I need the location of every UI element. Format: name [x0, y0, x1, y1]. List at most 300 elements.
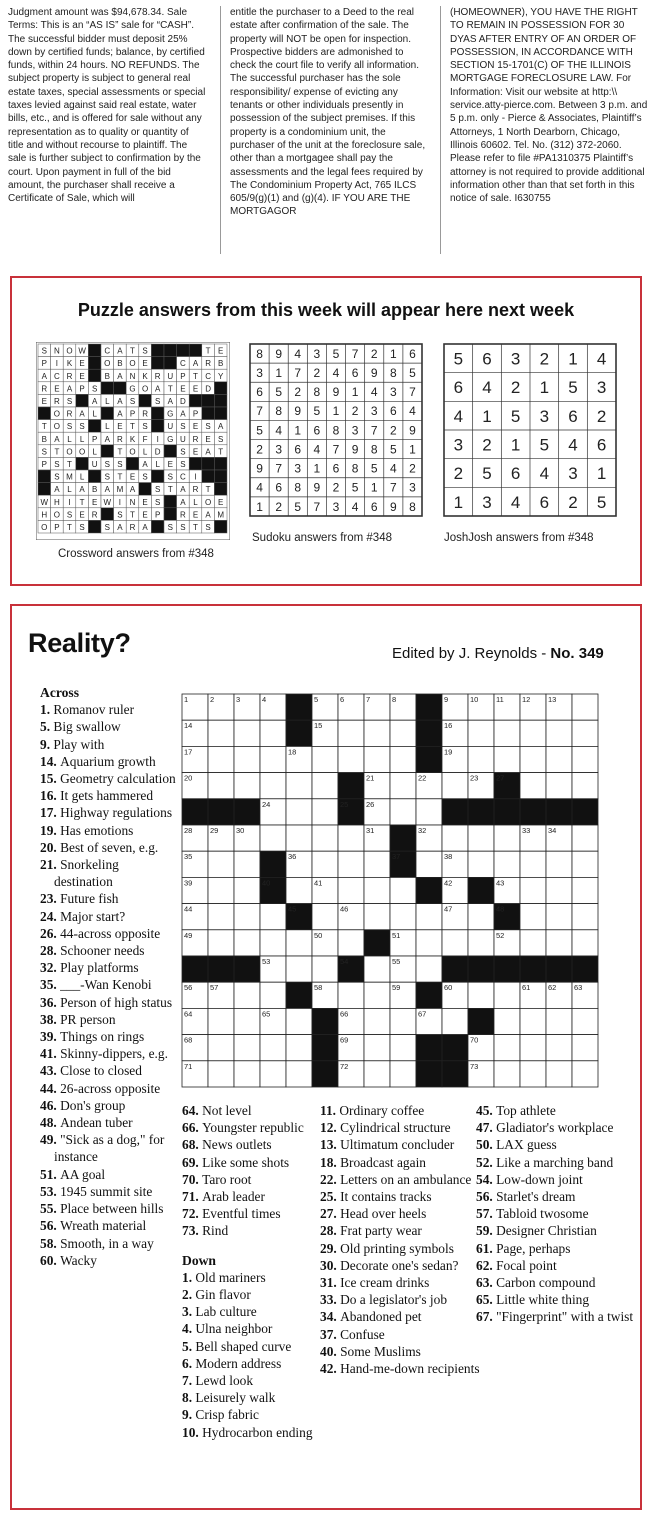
clue-number: 69 — [340, 1035, 349, 1045]
grid-cell[interactable] — [364, 746, 390, 772]
grid-digit: 8 — [332, 423, 340, 438]
grid-digit: 4 — [351, 499, 359, 514]
clue-text: Old mariners — [195, 1269, 266, 1285]
grid-digit: 9 — [275, 346, 283, 361]
answer-letter: A — [117, 371, 123, 381]
grid-cell[interactable] — [468, 720, 494, 746]
grid-cell[interactable] — [390, 1008, 416, 1034]
answer-cell — [126, 457, 139, 470]
grid-cell[interactable] — [572, 720, 598, 746]
grid-cell[interactable] — [494, 1035, 520, 1061]
answer-cell — [101, 382, 114, 395]
grid-digit: 3 — [568, 464, 578, 484]
answer-cell — [164, 445, 177, 458]
grid-cell[interactable] — [234, 1035, 260, 1061]
clue-text: Play platforms — [60, 960, 139, 976]
grid-cell[interactable] — [572, 773, 598, 799]
grid-digit: 6 — [313, 423, 321, 438]
answer-letter: R — [154, 371, 161, 381]
grid-cell[interactable] — [572, 877, 598, 903]
answer-letter: E — [192, 510, 199, 520]
grid-digit: 3 — [510, 349, 521, 369]
clue-text: Major start? — [60, 908, 126, 924]
black-square — [182, 799, 208, 825]
answer-cell — [214, 407, 227, 420]
grid-cell[interactable] — [234, 1008, 260, 1034]
grid-cell[interactable] — [572, 694, 598, 720]
grid-cell[interactable] — [260, 930, 286, 956]
puzzle-editor — [392, 645, 604, 662]
grid-digit: 5 — [568, 378, 578, 398]
grid-cell[interactable] — [494, 982, 520, 1008]
grid-cell[interactable] — [260, 746, 286, 772]
grid-cell[interactable] — [338, 851, 364, 877]
across-clues — [40, 684, 176, 1269]
answer-letter: O — [53, 510, 61, 520]
clue — [40, 1080, 176, 1097]
answer-letter: S — [117, 510, 123, 520]
grid-cell[interactable] — [208, 746, 234, 772]
clue-text: Highway regulations — [60, 805, 173, 821]
grid-cell[interactable] — [468, 982, 494, 1008]
grid-cell[interactable] — [572, 1061, 598, 1087]
answer-letter: T — [130, 346, 135, 356]
grid-cell[interactable] — [416, 851, 442, 877]
grid-cell[interactable] — [390, 799, 416, 825]
clue-number: 13 — [548, 695, 557, 704]
clue — [182, 1136, 322, 1153]
black-square — [442, 1035, 468, 1061]
answer-letter: T — [117, 472, 123, 482]
grid-cell[interactable] — [520, 720, 546, 746]
grid-cell[interactable] — [364, 956, 390, 982]
grid-cell[interactable] — [494, 746, 520, 772]
grid-cell[interactable] — [494, 825, 520, 851]
grid-cell[interactable] — [468, 746, 494, 772]
grid-cell[interactable] — [286, 877, 312, 903]
black-square — [572, 956, 598, 982]
grid-cell[interactable] — [312, 956, 338, 982]
clue-number: 22 — [418, 773, 427, 783]
grid-cell[interactable] — [494, 1008, 520, 1034]
grid-cell[interactable] — [442, 773, 468, 799]
clue-text: Big swallow — [53, 719, 121, 735]
grid-cell[interactable] — [260, 1035, 286, 1061]
grid-cell[interactable] — [286, 1008, 312, 1034]
grid-digit: 1 — [351, 385, 359, 400]
grid-cell[interactable] — [468, 851, 494, 877]
answer-cell — [164, 508, 177, 521]
clue-text: Andean tuber — [60, 1115, 133, 1131]
grid-cell[interactable] — [286, 799, 312, 825]
grid-cell[interactable] — [364, 720, 390, 746]
answer-letter: A — [205, 510, 211, 520]
grid-cell[interactable] — [520, 1061, 546, 1087]
black-square — [416, 982, 442, 1008]
grid-cell[interactable] — [208, 1035, 234, 1061]
clue — [320, 1171, 480, 1188]
answer-letter: A — [155, 384, 161, 394]
clue-text: Play with — [53, 736, 105, 752]
clue-number: 33 — [522, 826, 531, 835]
grid-cell[interactable] — [572, 930, 598, 956]
answer-letter: O — [129, 447, 136, 457]
clue — [40, 1097, 176, 1114]
clue — [476, 1205, 636, 1222]
clue-text: Confuse — [340, 1326, 385, 1342]
answer-letter: O — [66, 447, 73, 457]
clue-text: Geometry calculation — [60, 771, 176, 787]
clue — [320, 1308, 480, 1325]
clue — [476, 1119, 636, 1136]
grid-cell[interactable] — [364, 851, 390, 877]
grid-cell[interactable] — [572, 851, 598, 877]
clue-text: Wacky — [60, 1252, 97, 1268]
grid-digit: 5 — [596, 492, 607, 512]
grid-cell[interactable] — [468, 930, 494, 956]
grid-cell[interactable] — [494, 1061, 520, 1087]
grid-digit: 3 — [539, 406, 550, 426]
grid-cell[interactable] — [338, 720, 364, 746]
grid-cell[interactable] — [390, 746, 416, 772]
grid-cell[interactable] — [390, 773, 416, 799]
black-square — [546, 799, 572, 825]
grid-cell[interactable] — [364, 1061, 390, 1087]
grid-cell[interactable] — [494, 720, 520, 746]
answer-letter: E — [192, 384, 199, 394]
answer-letter: A — [117, 346, 123, 356]
clue-number: 20 — [184, 773, 193, 783]
clue-number: 60. — [40, 1252, 61, 1268]
clue — [182, 1406, 322, 1423]
grid-cell[interactable] — [572, 1035, 598, 1061]
grid-cell[interactable] — [208, 904, 234, 930]
clue — [40, 925, 176, 942]
clue-number: 1 — [184, 695, 189, 704]
answer-letter: S — [167, 472, 173, 482]
grid-cell[interactable] — [208, 1008, 234, 1034]
grid-cell[interactable] — [286, 825, 312, 851]
grid-cell[interactable] — [260, 982, 286, 1008]
grid-cell[interactable] — [364, 877, 390, 903]
grid-cell[interactable] — [364, 1008, 390, 1034]
grid-cell[interactable] — [546, 1061, 572, 1087]
grid-digit: 2 — [568, 492, 578, 512]
grid-cell[interactable] — [312, 825, 338, 851]
grid-cell[interactable] — [364, 982, 390, 1008]
grid-cell[interactable] — [312, 799, 338, 825]
grid-cell[interactable] — [234, 982, 260, 1008]
grid-cell[interactable] — [520, 904, 546, 930]
clue-text: Leisurely walk — [195, 1390, 276, 1406]
grid-cell[interactable] — [234, 1061, 260, 1087]
clue — [182, 1320, 322, 1337]
answer-letter: M — [116, 485, 124, 495]
clue-number: 54 — [340, 957, 349, 966]
black-square — [390, 825, 416, 851]
grid-cell[interactable] — [520, 773, 546, 799]
grid-cell[interactable] — [312, 904, 338, 930]
grid-cell[interactable] — [390, 1035, 416, 1061]
answer-cell — [202, 394, 215, 407]
grid-cell[interactable] — [546, 904, 572, 930]
black-square — [286, 982, 312, 1008]
grid-cell[interactable] — [208, 773, 234, 799]
answer-letter: E — [41, 397, 47, 406]
clue-number: 14 — [184, 721, 193, 731]
answer-letter: T — [167, 384, 173, 394]
grid-cell[interactable] — [260, 904, 286, 930]
grid-cell[interactable] — [520, 930, 546, 956]
grid-cell[interactable] — [260, 1061, 286, 1087]
grid-cell[interactable] — [234, 851, 260, 877]
grid-cell[interactable] — [520, 851, 546, 877]
answer-letter: L — [105, 422, 110, 432]
grid-digit: 5 — [389, 442, 397, 457]
clue-number: 21. — [40, 857, 61, 873]
clue-text: Starlet's dream — [496, 1189, 576, 1205]
grid-cell[interactable] — [520, 877, 546, 903]
answer-letter: S — [180, 523, 186, 532]
clue-number: 59 — [392, 983, 401, 993]
grid-digit: 6 — [510, 464, 521, 484]
grid-cell[interactable] — [546, 877, 572, 903]
clue-column-4 — [476, 1102, 636, 1326]
grid-digit: 2 — [351, 404, 359, 419]
grid-cell[interactable] — [364, 1035, 390, 1061]
grid-cell[interactable] — [260, 720, 286, 746]
clue-text: Lab culture — [195, 1304, 257, 1320]
grid-cell[interactable] — [364, 904, 390, 930]
grid-cell[interactable] — [572, 1008, 598, 1034]
answer-letter: T — [130, 510, 135, 520]
clue-number: 28. — [40, 943, 61, 959]
clue-text: Rind — [202, 1223, 229, 1239]
grid-digit: 2 — [294, 385, 302, 400]
clue-number: 3. — [182, 1304, 196, 1320]
grid-cell[interactable] — [546, 1008, 572, 1034]
answer-letter: B — [104, 371, 110, 381]
answer-letter: H — [54, 497, 60, 507]
grid-digit: 6 — [256, 385, 263, 400]
answer-letter: S — [155, 485, 161, 495]
grid-cell[interactable] — [520, 1008, 546, 1034]
clue — [182, 1222, 322, 1239]
black-square — [468, 799, 494, 825]
black-square — [442, 956, 468, 982]
clue-number: 13. — [320, 1137, 341, 1153]
answer-cell — [88, 357, 101, 370]
grid-cell[interactable] — [208, 1061, 234, 1087]
clue-text: Wreath material — [60, 1218, 147, 1234]
grid-cell[interactable] — [572, 904, 598, 930]
grid-cell[interactable] — [208, 877, 234, 903]
grid-cell[interactable] — [520, 1035, 546, 1061]
grid-cell[interactable] — [234, 930, 260, 956]
black-square — [468, 877, 494, 903]
clue-number: 1. — [182, 1269, 196, 1285]
clue-number: 2. — [182, 1287, 196, 1303]
answer-letter: S — [129, 397, 136, 406]
clue-number: 32 — [418, 826, 427, 835]
grid-cell[interactable] — [546, 1035, 572, 1061]
clue-text: News outlets — [202, 1137, 272, 1153]
answer-letter: N — [54, 346, 60, 356]
grid-cell[interactable] — [572, 746, 598, 772]
answer-letter: R — [129, 523, 136, 532]
answer-letter: A — [180, 485, 186, 495]
answer-letter: S — [104, 460, 110, 469]
answer-letter: L — [105, 397, 110, 406]
answer-letter: E — [218, 346, 224, 356]
answer-cell — [214, 470, 227, 483]
grid-cell[interactable] — [390, 877, 416, 903]
clue-number: 35. — [40, 977, 61, 993]
clue-number: 40. — [320, 1343, 341, 1359]
grid-cell[interactable] — [234, 904, 260, 930]
clue — [182, 1188, 322, 1205]
black-square — [234, 956, 260, 982]
crossword-grid[interactable] — [181, 693, 603, 1093]
joshjosh-answers-grid — [442, 342, 618, 522]
clue — [476, 1102, 636, 1119]
answer-letter: S — [167, 523, 173, 532]
black-square — [234, 799, 260, 825]
clue-number: 62 — [548, 983, 557, 993]
grid-digit: 1 — [332, 404, 340, 419]
grid-digit: 7 — [294, 365, 302, 380]
grid-cell[interactable] — [546, 746, 572, 772]
answer-letter: T — [67, 460, 72, 469]
clue-number: 24 — [262, 799, 271, 809]
answer-letter: R — [142, 409, 148, 419]
black-square — [442, 799, 468, 825]
answer-letter: C — [54, 371, 60, 381]
grid-cell[interactable] — [442, 930, 468, 956]
answer-letter: O — [53, 409, 61, 419]
clue — [320, 1136, 480, 1153]
clue-text: Not level — [202, 1103, 252, 1118]
clue-number: 11. — [320, 1103, 340, 1118]
answer-letter: O — [141, 384, 149, 394]
clue — [40, 1217, 176, 1234]
clue-number: 15 — [314, 721, 323, 731]
grid-cell[interactable] — [260, 825, 286, 851]
answer-letter: P — [92, 434, 98, 444]
grid-cell[interactable] — [416, 956, 442, 982]
clue — [182, 1424, 322, 1441]
grid-cell[interactable] — [338, 825, 364, 851]
clue — [40, 1114, 176, 1131]
clue — [40, 770, 176, 787]
grid-cell[interactable] — [234, 720, 260, 746]
grid-digit: 4 — [313, 442, 321, 457]
clue-number: 58 — [314, 983, 323, 993]
grid-cell[interactable] — [546, 720, 572, 746]
grid-cell[interactable] — [520, 746, 546, 772]
answer-letter: P — [41, 460, 47, 469]
answer-cell — [151, 470, 164, 483]
grid-cell[interactable] — [286, 1061, 312, 1087]
grid-cell[interactable] — [338, 930, 364, 956]
clue-text: Close to closed — [60, 1063, 142, 1079]
clue-number: 70. — [182, 1171, 203, 1187]
grid-cell[interactable] — [494, 851, 520, 877]
answer-letter: R — [117, 434, 123, 444]
grid-cell[interactable] — [338, 877, 364, 903]
clue-number: 25 — [340, 799, 349, 809]
grid-cell[interactable] — [546, 773, 572, 799]
grid-cell[interactable] — [416, 799, 442, 825]
grid-cell[interactable] — [390, 904, 416, 930]
grid-cell[interactable] — [234, 773, 260, 799]
grid-cell[interactable] — [468, 825, 494, 851]
grid-cell[interactable] — [442, 1008, 468, 1034]
clue — [320, 1240, 480, 1257]
clue — [476, 1136, 636, 1153]
grid-digit: 1 — [539, 378, 550, 398]
grid-digit: 6 — [409, 346, 416, 361]
clue-number: 19. — [40, 822, 61, 838]
clue — [40, 976, 176, 993]
grid-cell[interactable] — [390, 1061, 416, 1087]
clue-number: 51. — [40, 1166, 61, 1182]
grid-cell[interactable] — [312, 746, 338, 772]
answer-letter: S — [142, 346, 148, 356]
grid-cell[interactable] — [312, 773, 338, 799]
grid-cell[interactable] — [416, 904, 442, 930]
grid-cell[interactable] — [338, 746, 364, 772]
grid-cell[interactable] — [312, 851, 338, 877]
grid-digit: 7 — [409, 385, 416, 400]
clue-number: 19 — [444, 747, 453, 757]
grid-cell[interactable] — [546, 851, 572, 877]
grid-cell[interactable] — [338, 982, 364, 1008]
clue — [40, 822, 176, 839]
grid-cell[interactable] — [286, 773, 312, 799]
grid-cell[interactable] — [234, 877, 260, 903]
crossword-answers-caption: Crossword answers from #348 — [58, 548, 214, 560]
grid-cell[interactable] — [572, 825, 598, 851]
answer-letter: K — [142, 371, 148, 381]
grid-cell[interactable] — [442, 825, 468, 851]
grid-cell[interactable] — [208, 720, 234, 746]
clue-text: 44-across opposite — [60, 925, 161, 941]
issue-number: No. 349 — [550, 645, 604, 662]
answer-letter: M — [217, 510, 225, 520]
grid-digit: 5 — [332, 346, 340, 361]
grid-cell[interactable] — [286, 956, 312, 982]
clue — [182, 1171, 322, 1188]
grid-cell[interactable] — [390, 720, 416, 746]
grid-cell[interactable] — [208, 930, 234, 956]
grid-cell[interactable] — [208, 851, 234, 877]
answer-letter: S — [41, 447, 47, 457]
grid-cell[interactable] — [234, 746, 260, 772]
grid-cell[interactable] — [468, 904, 494, 930]
clue-number: 53 — [262, 957, 271, 966]
answer-cell — [139, 483, 152, 496]
grid-cell[interactable] — [416, 930, 442, 956]
clue-number: 72 — [340, 1061, 349, 1071]
clue — [40, 736, 176, 753]
grid-digit: 6 — [539, 492, 550, 512]
grid-cell[interactable] — [286, 1035, 312, 1061]
grid-cell[interactable] — [286, 930, 312, 956]
grid-cell[interactable] — [546, 930, 572, 956]
black-square — [416, 1035, 442, 1061]
grid-cell[interactable] — [260, 773, 286, 799]
